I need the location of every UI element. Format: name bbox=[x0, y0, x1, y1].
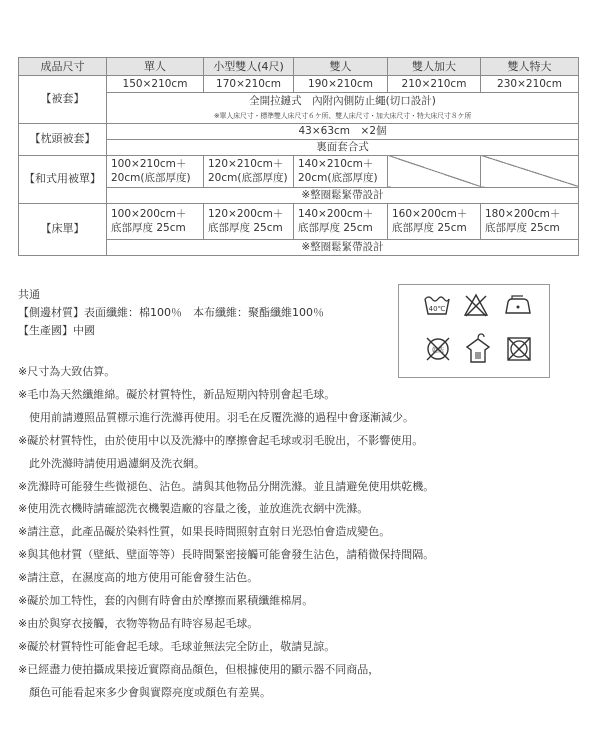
header-cell: 雙人加大 bbox=[388, 58, 481, 76]
size-line: 底部厚度 25cm bbox=[485, 222, 560, 234]
size-cell bbox=[294, 203, 388, 239]
row-label-pillow: 【枕頭被套】 bbox=[19, 123, 107, 155]
size-cell: 170×210cm bbox=[204, 76, 294, 93]
note-item: ※礙於材質特性可能會起毛球。毛球並無法完全防止，敬請見諒。 bbox=[18, 639, 336, 653]
note-item: ※已經盡力使拍攝成果接近實際商品顏色，但根據使用的顯示器不同商品， bbox=[18, 662, 380, 676]
size-line: 100×200cm＋ bbox=[111, 208, 187, 220]
header-cell: 單人 bbox=[107, 58, 204, 76]
size-line: 20cm(底部厚度) bbox=[298, 172, 378, 184]
sheet-note: ※整圈鬆緊帶設計 bbox=[107, 239, 579, 255]
comforter-note: 全開拉鏈式 內附內側防止繩(切口設計) bbox=[107, 93, 579, 109]
header-cell: 雙人 bbox=[294, 58, 388, 76]
origin-line: 【生產國】中國 bbox=[18, 324, 95, 337]
note-item: 此外洗滌時請使用過濾網及洗衣網。 bbox=[18, 456, 205, 470]
size-line: 120×210cm＋ bbox=[208, 158, 284, 170]
size-cell bbox=[107, 203, 204, 239]
size-line: 底部厚度 25cm bbox=[392, 222, 467, 234]
size-line: 180×200cm＋ bbox=[485, 208, 561, 220]
header-cell: 雙人特大 bbox=[481, 58, 579, 76]
note-item: ※由於與穿衣接觸，衣物等物品有時容易起毛球。 bbox=[18, 616, 259, 630]
size-line: 120×200cm＋ bbox=[208, 208, 284, 220]
size-line: 160×200cm＋ bbox=[392, 208, 468, 220]
size-line: 底部厚度 25cm bbox=[298, 222, 373, 234]
material-line: 【側邊材質】表面纖維：棉100％ 本布纖維：聚酯纖維100％ bbox=[18, 306, 324, 319]
size-cell bbox=[204, 155, 294, 187]
pillow-note: 裏面套合式 bbox=[107, 139, 579, 155]
size-cell: 230×210cm bbox=[481, 76, 579, 93]
size-cell bbox=[294, 155, 388, 187]
row-label-comforter: 【被套】 bbox=[19, 76, 107, 124]
size-line: 20cm(底部厚度) bbox=[111, 172, 191, 184]
table-row bbox=[19, 155, 579, 187]
size-line: 底部厚度 25cm bbox=[208, 222, 283, 234]
row-label-sheet: 【床單】 bbox=[19, 203, 107, 255]
note-item: ※與其他材質（壁紙、壁面等等）長時間緊密接觸可能會發生沾色，請稍微保持間隔。 bbox=[18, 548, 435, 562]
comforter-subnote: ※單人床尺寸・標準雙人床尺寸６ケ所、雙人床尺寸・加大床尺寸・特大床尺寸８ケ所 bbox=[107, 109, 579, 124]
size-cell: 190×210cm bbox=[294, 76, 388, 93]
japanese-note: ※整圈鬆緊帶設計 bbox=[107, 187, 579, 203]
wash-40c-icon bbox=[423, 293, 451, 317]
iron-low-icon bbox=[503, 293, 533, 317]
table-header-row bbox=[19, 58, 579, 76]
note-item: 使用前請遵照品質標示進行洗滌再使用。羽毛在反覆洗滌的過程中會逐漸減少。 bbox=[18, 410, 414, 424]
size-line: 底部厚度 25cm bbox=[111, 222, 186, 234]
size-line: 140×200cm＋ bbox=[298, 208, 374, 220]
hang-dry-icon bbox=[463, 331, 493, 365]
size-table bbox=[18, 57, 579, 256]
svg-text:乾洗: 乾洗 bbox=[431, 347, 445, 354]
size-cell: 150×210cm bbox=[107, 76, 204, 93]
size-line: 20cm(底部厚度) bbox=[208, 172, 288, 184]
size-cell: 210×210cm bbox=[388, 76, 481, 93]
table-row bbox=[19, 123, 579, 139]
note-item: ※毛巾為天然纖維綿。礙於材質特性，新品短期內特別會起毛球。 bbox=[18, 387, 336, 401]
empty-cell bbox=[388, 155, 481, 187]
pillow-size: 43×63cm ×2個 bbox=[107, 123, 579, 139]
size-cell bbox=[107, 155, 204, 187]
no-dry-clean-icon bbox=[424, 335, 452, 363]
table-row bbox=[19, 203, 579, 239]
empty-cell bbox=[481, 155, 579, 187]
note-item: ※尺寸為大致估算。 bbox=[18, 365, 116, 378]
size-cell bbox=[388, 203, 481, 239]
row-label-japanese: 【和式用被單】 bbox=[19, 155, 107, 203]
no-tumble-dry-icon bbox=[505, 335, 533, 363]
note-item: ※礙於材質特性，由於使用中以及洗滌中的摩擦會起毛球或羽毛脫出，不影響使用。 bbox=[18, 433, 424, 447]
svg-text:40℃: 40℃ bbox=[428, 305, 446, 313]
note-item: ※礙於加工特性，套的內側有時會由於摩擦而累積纖維棉屑。 bbox=[18, 594, 314, 608]
note-item: 顏色可能看起來多少會與實際亮度或顏色有差異。 bbox=[18, 685, 271, 699]
size-line: 140×210cm＋ bbox=[298, 158, 374, 170]
note-item: ※請注意，此產品礙於染料性質，如果長時間照射直射日光恐怕會造成變色。 bbox=[18, 525, 391, 539]
note-item: ※請注意，在濕度高的地方使用可能會發生沾色。 bbox=[18, 571, 259, 585]
size-line: 100×210cm＋ bbox=[111, 158, 187, 170]
header-cell: 小型雙人(4尺) bbox=[204, 58, 294, 76]
common-info bbox=[18, 286, 324, 340]
size-cell bbox=[481, 203, 579, 239]
note-item: ※使用洗衣機時請確認洗衣機製造廠的容量之後，並放進洗衣網中洗滌。 bbox=[18, 502, 369, 516]
common-title: 共通 bbox=[18, 288, 40, 301]
notes-list bbox=[18, 361, 434, 705]
note-item: ※洗滌時可能發生些微褪色、沾色。請與其他物品分開洗滌。並且請避免使用烘乾機。 bbox=[18, 479, 435, 493]
header-cell: 成品尺寸 bbox=[19, 58, 107, 76]
table-row bbox=[19, 76, 579, 93]
size-cell bbox=[204, 203, 294, 239]
no-bleach-icon bbox=[463, 293, 489, 317]
